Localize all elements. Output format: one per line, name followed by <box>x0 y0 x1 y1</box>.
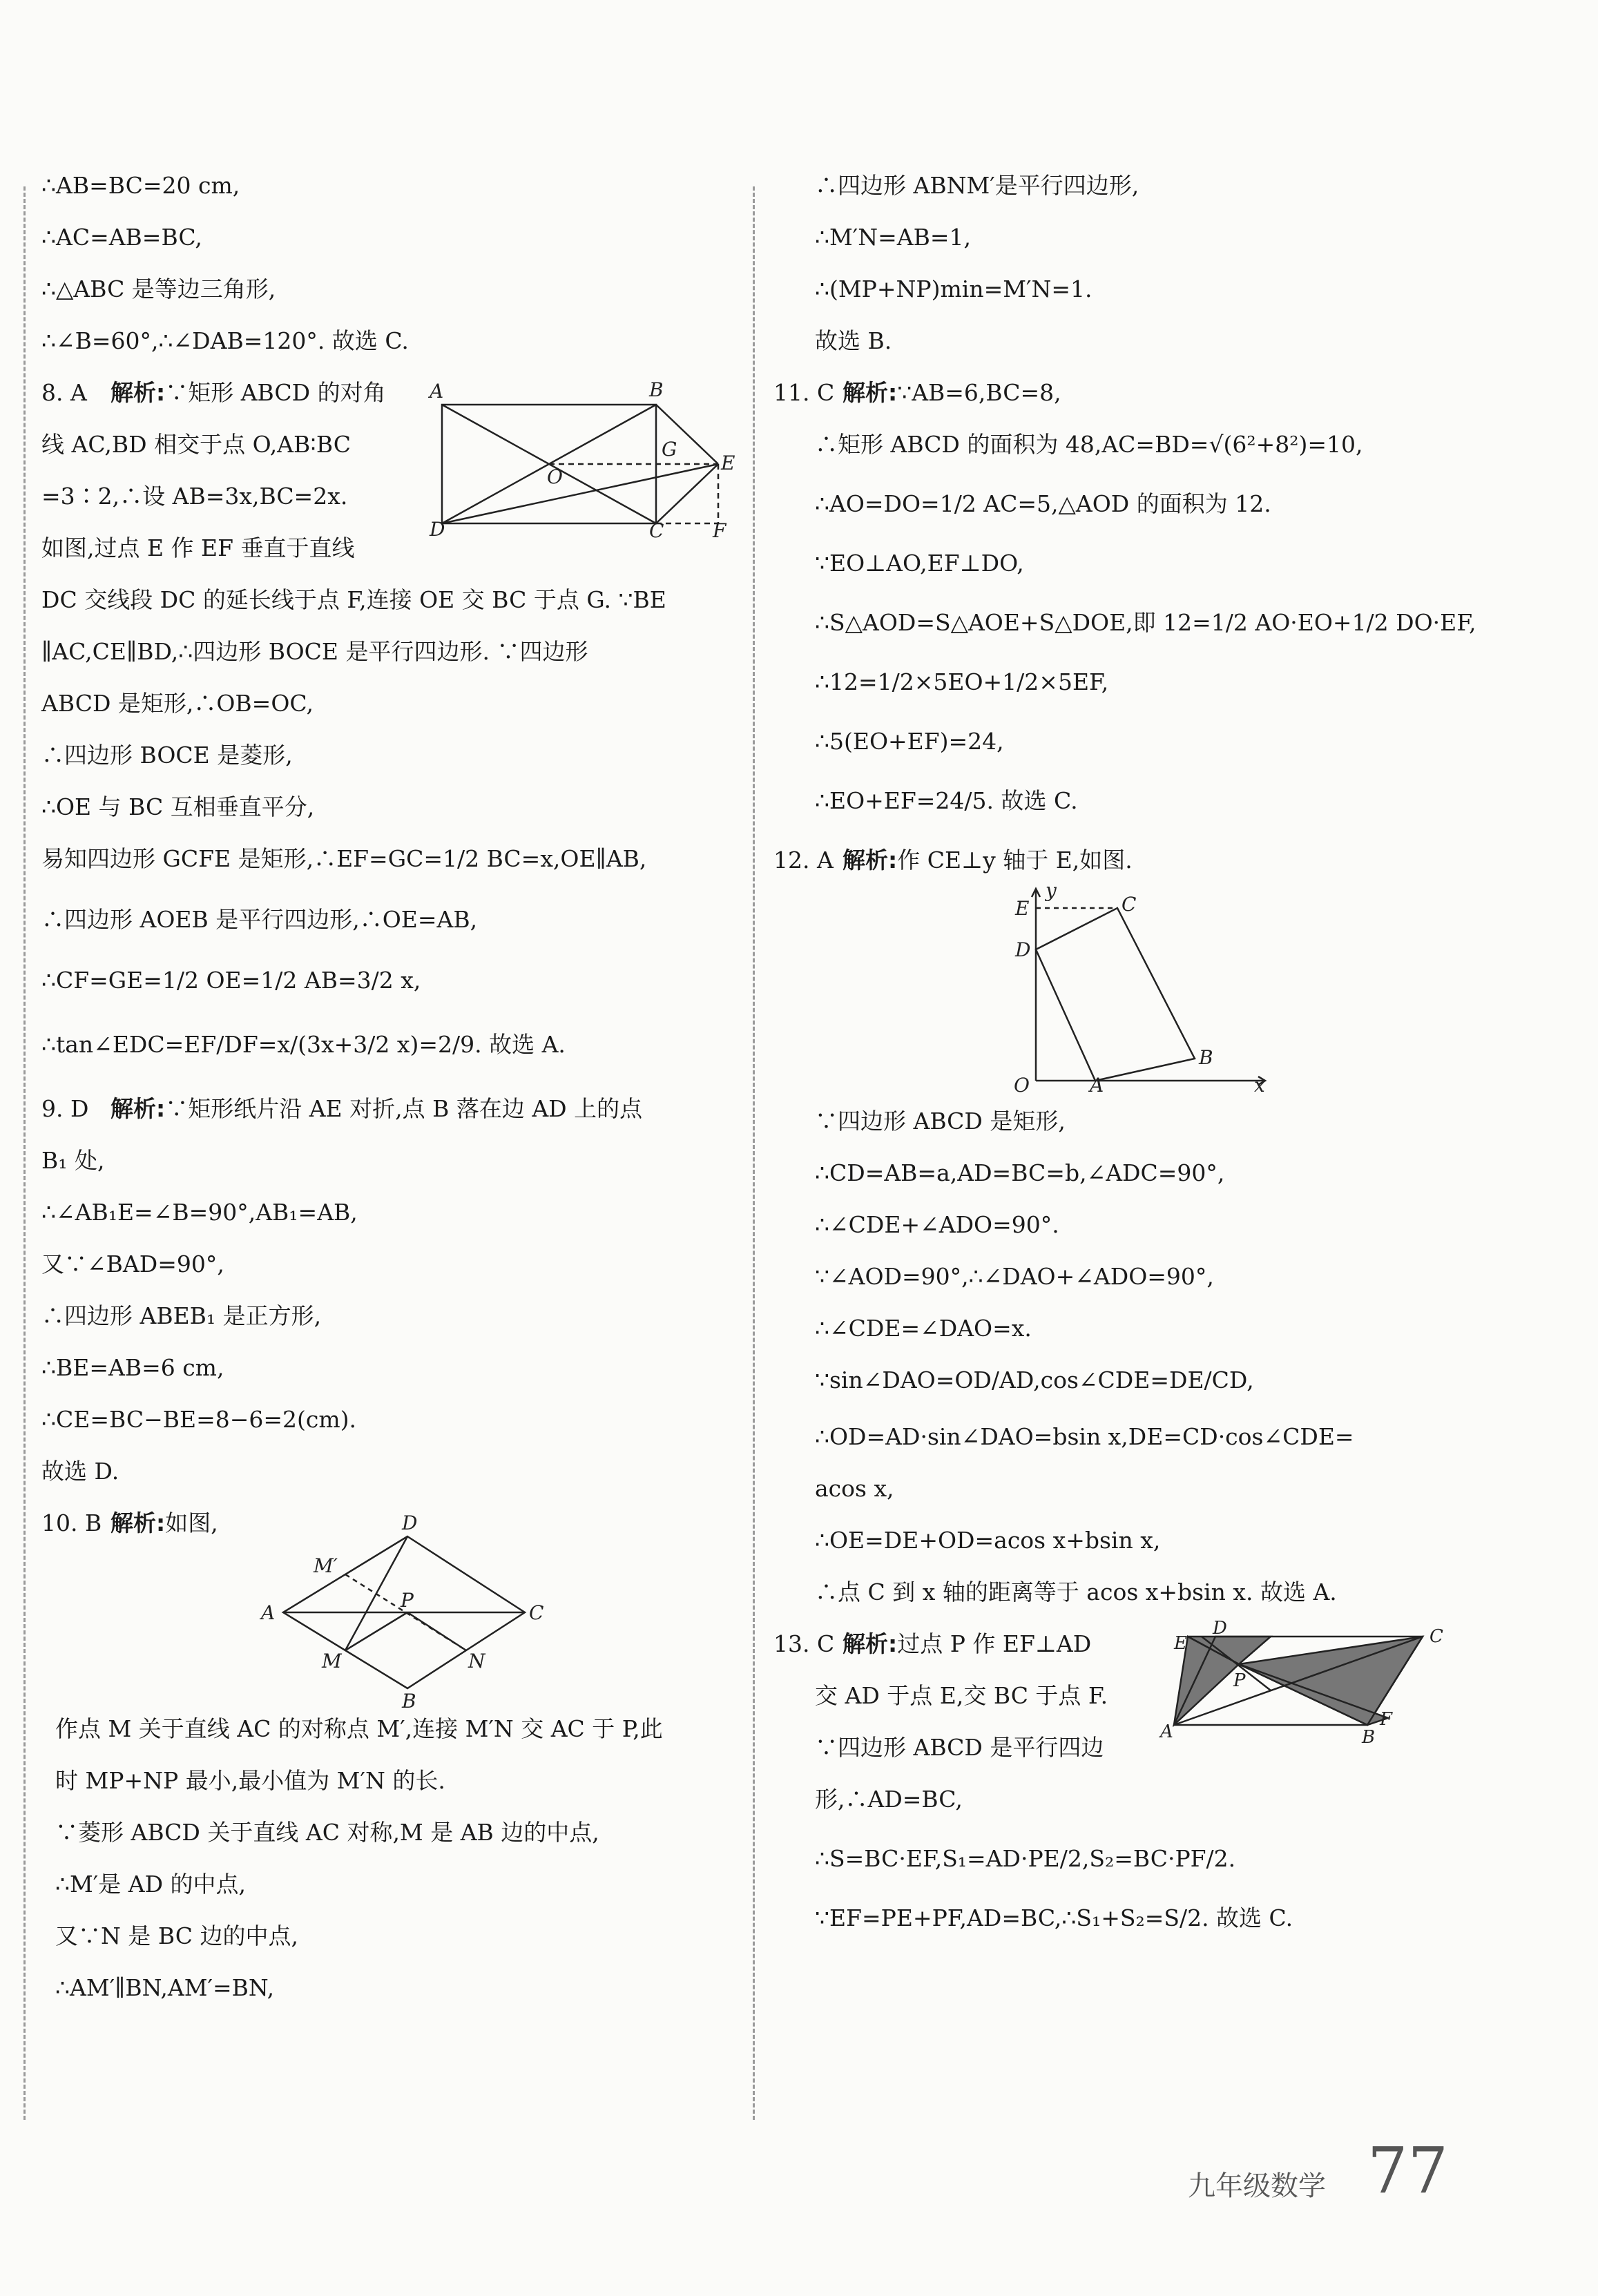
fig-label: N <box>468 1650 485 1672</box>
text-line: 故选 B. <box>815 327 892 354</box>
text-line: 如图, <box>165 1509 218 1536</box>
text-line: 又∵∠BAD=90°, <box>41 1251 224 1277</box>
text-line: ∴△ABC 是等边三角形, <box>41 276 276 302</box>
fig-label: E <box>721 452 735 474</box>
analysis-label: 解析: <box>843 1630 898 1657</box>
text-line: ∴M′是 AD 的中点, <box>55 1871 247 1898</box>
analysis-label: 解析: <box>110 379 166 406</box>
analysis-label: 解析: <box>110 1509 166 1536</box>
text-line: ∴EO+EF=24/5. 故选 C. <box>815 787 1078 814</box>
text-line: ∵四边形 ABCD 是平行四边 <box>815 1734 1104 1761</box>
analysis-label: 解析: <box>843 847 898 874</box>
question-10 <box>41 1510 739 2001</box>
text-line: ∴CD=AB=a,AD=BC=b,∠ADC=90°, <box>815 1159 1225 1186</box>
text-line: acos x, <box>815 1475 894 1502</box>
text-line: ∴AB=BC=20 cm, <box>41 172 240 199</box>
text-line: ∵EO⊥AO,EF⊥DO, <box>815 550 1024 577</box>
fig-label: D <box>1213 1618 1227 1639</box>
left-column <box>41 173 739 2027</box>
fig-label: O <box>547 465 563 488</box>
text-line: ABCD 是矩形,∴OB=OC, <box>41 690 314 717</box>
text-line: ∴∠CDE=∠DAO=x. <box>815 1315 1032 1342</box>
text-line: ∴CF=GE=1/2 OE=1/2 AB=3/2 x, <box>41 967 421 994</box>
text-line: 形,∴AD=BC, <box>815 1786 963 1813</box>
text-line: ∴OD=AD·sin∠DAO=bsin x,DE=CD·cos∠CDE= <box>815 1423 1354 1450</box>
text-line: DC 交线段 DC 的延长线于点 F,连接 OE 交 BC 于点 G. ∵BE <box>41 586 666 613</box>
text-line: ∴AC=AB=BC, <box>41 224 202 251</box>
fig-label: A <box>261 1601 276 1624</box>
text-line: ∴BE=AB=6 cm, <box>41 1354 224 1381</box>
text-line: ∴S△AOD=S△AOE+S△DOE,即 12=1/2 AO·EO+1/2 DO·EF, <box>815 609 1476 636</box>
fig-label: C <box>649 519 664 542</box>
text-line: ∴四边形 ABNM′是平行四边形, <box>815 172 1139 199</box>
fig-label: E <box>1015 897 1030 920</box>
text-line: ∴M′N=AB=1, <box>815 224 972 251</box>
fig-label: G <box>662 438 677 461</box>
text-line: ∴∠AB₁E=∠B=90°,AB₁=AB, <box>41 1199 358 1226</box>
text-line: =3∶2,∴设 AB=3x,BC=2x. <box>41 483 348 510</box>
text-line: ∴AM′∥BN,AM′=BN, <box>55 1974 275 2001</box>
fig-label: M′ <box>314 1554 338 1577</box>
fig-label: M <box>322 1650 342 1672</box>
right-column <box>773 173 1492 1957</box>
text-line: ∵EF=PE+PF,AD=BC,∴S₁+S₂=S/2. 故选 C. <box>815 1904 1293 1931</box>
text-line: ∴∠B=60°,∴∠DAB=120°. 故选 C. <box>41 327 409 354</box>
text-line: ∵菱形 ABCD 关于直线 AC 对称,M 是 AB 边的中点, <box>55 1819 599 1846</box>
text-line: ∴tan∠EDC=EF/DF=x/(3x+3/2 x)=2/9. 故选 A. <box>41 1031 566 1058</box>
text-line: ∴四边形 AOEB 是平行四边形,∴OE=AB, <box>41 906 478 933</box>
text-line: ∴∠CDE+∠ADO=90°. <box>815 1211 1059 1238</box>
fig-label: O <box>1014 1074 1030 1097</box>
text-line: 线 AC,BD 相交于点 O,AB∶BC <box>41 431 351 458</box>
fig-label: B <box>402 1690 416 1713</box>
q9-first-line <box>41 1096 739 1122</box>
text-line: 如图,过点 E 作 EF 垂直于直线 <box>41 534 355 561</box>
question-number: 11. C <box>773 379 835 406</box>
q11-first-line <box>773 380 1492 406</box>
text-line: ∵sin∠DAO=OD/AD,cos∠CDE=DE/CD, <box>815 1367 1254 1393</box>
fig-label: F <box>1380 1709 1393 1730</box>
fig-label: D <box>402 1512 418 1534</box>
text-line: 又∵N 是 BC 边的中点, <box>55 1922 298 1949</box>
text-line: ∴矩形 ABCD 的面积为 48,AC=BD=√(6²+8²)=10, <box>815 431 1363 458</box>
column-divider <box>753 186 755 2120</box>
question-8 <box>41 380 739 1058</box>
fig-label: E <box>1174 1633 1187 1654</box>
question-number: 9. D <box>41 1095 89 1122</box>
figure-rhombus-abcd <box>249 1512 552 1713</box>
text-line: ∴四边形 BOCE 是菱形, <box>41 742 293 769</box>
fig-label: x <box>1254 1074 1265 1097</box>
analysis-label: 解析: <box>110 1095 166 1122</box>
footer-subject: 九年级数学 <box>1188 2170 1326 2202</box>
fig-label: y <box>1046 879 1057 902</box>
text-line: ∥AC,CE∥BD,∴四边形 BOCE 是平行四边形. ∵四边形 <box>41 638 588 665</box>
text-line: ∴OE=DE+OD=acos x+bsin x, <box>815 1527 1161 1554</box>
text-line: 作点 M 关于直线 AC 的对称点 M′,连接 M′N 交 AC 于 P,此 <box>55 1715 663 1742</box>
page-number: 77 <box>1367 2134 1449 2208</box>
text-line: 易知四边形 GCFE 是矩形,∴EF=GC=1/2 BC=x,OE∥AB, <box>41 845 647 872</box>
text-line: ∴CE=BC−BE=8−6=2(cm). <box>41 1406 357 1433</box>
question-number: 12. A <box>773 847 834 874</box>
text-line: ∵∠AOD=90°,∴∠DAO+∠ADO=90°, <box>815 1263 1214 1290</box>
text-line: 作 CE⊥y 轴于 E,如图. <box>897 847 1133 874</box>
text-line: ∵AB=6,BC=8, <box>897 379 1061 406</box>
text-line: ∴四边形 ABEB₁ 是正方形, <box>41 1302 322 1329</box>
question-number: 8. A <box>41 379 87 406</box>
text-line: ∴12=1/2×5EO+1/2×5EF, <box>815 668 1109 695</box>
text-line: B₁ 处, <box>41 1147 105 1174</box>
text-line: ∴5(EO+EF)=24, <box>815 728 1004 755</box>
text-line: 故选 D. <box>41 1458 119 1485</box>
fig-label: C <box>1429 1626 1443 1647</box>
text-line: ∴AO=DO=1/2 AC=5,△AOD 的面积为 12. <box>815 490 1271 517</box>
fig-label: D <box>1015 938 1031 961</box>
page-footer <box>1188 2134 1464 2208</box>
question-9 <box>41 1096 739 1485</box>
question-12 <box>773 847 1492 1605</box>
fig-label: D <box>430 518 445 541</box>
fig-label: F <box>713 519 726 542</box>
fig-label: A <box>1160 1721 1173 1742</box>
text-line: 时 MP+NP 最小,最小值为 M′N 的长. <box>55 1767 445 1794</box>
fig-label: B <box>1199 1046 1213 1069</box>
analysis-label: 解析: <box>843 379 898 406</box>
text-line: 过点 P 作 EF⊥AD <box>897 1630 1092 1657</box>
text-line: 交 AD 于点 E,交 BC 于点 F. <box>815 1682 1108 1709</box>
figure-parallelogram-shaded <box>1160 1618 1464 1759</box>
text-line: ∴(MP+NP)min=M′N=1. <box>815 276 1092 302</box>
question-13 <box>773 1618 1492 1931</box>
fig-label: P <box>1233 1670 1246 1691</box>
fig-label: B <box>649 378 664 401</box>
text-line: ∵矩形 ABCD 的对角 <box>165 379 386 406</box>
question-11 <box>773 380 1492 814</box>
text-line: ∵四边形 ABCD 是矩形, <box>815 1108 1066 1135</box>
figure-coordinate-rectangle <box>1008 879 1271 1097</box>
question-number: 13. C <box>773 1630 835 1657</box>
fig-label: B <box>1362 1727 1376 1748</box>
fig-label: C <box>1122 893 1137 916</box>
figure-rectangle-abcd <box>428 372 735 542</box>
text-line: ∵矩形纸片沿 AE 对折,点 B 落在边 AD 上的点 <box>165 1095 643 1122</box>
text-line: ∴点 C 到 x 轴的距离等于 acos x+bsin x. 故选 A. <box>815 1579 1337 1605</box>
fig-label: P <box>401 1589 414 1612</box>
fig-label: C <box>529 1601 544 1624</box>
text-line: ∴OE 与 BC 互相垂直平分, <box>41 793 315 820</box>
left-margin-divider <box>23 186 26 2120</box>
fig-label: A <box>1090 1074 1104 1097</box>
question-number: 10. B <box>41 1509 102 1536</box>
text-line: ∴S=BC·EF,S₁=AD·PE/2,S₂=BC·PF/2. <box>815 1845 1236 1872</box>
fig-label: A <box>430 380 444 403</box>
q12-first-line <box>773 847 1492 874</box>
